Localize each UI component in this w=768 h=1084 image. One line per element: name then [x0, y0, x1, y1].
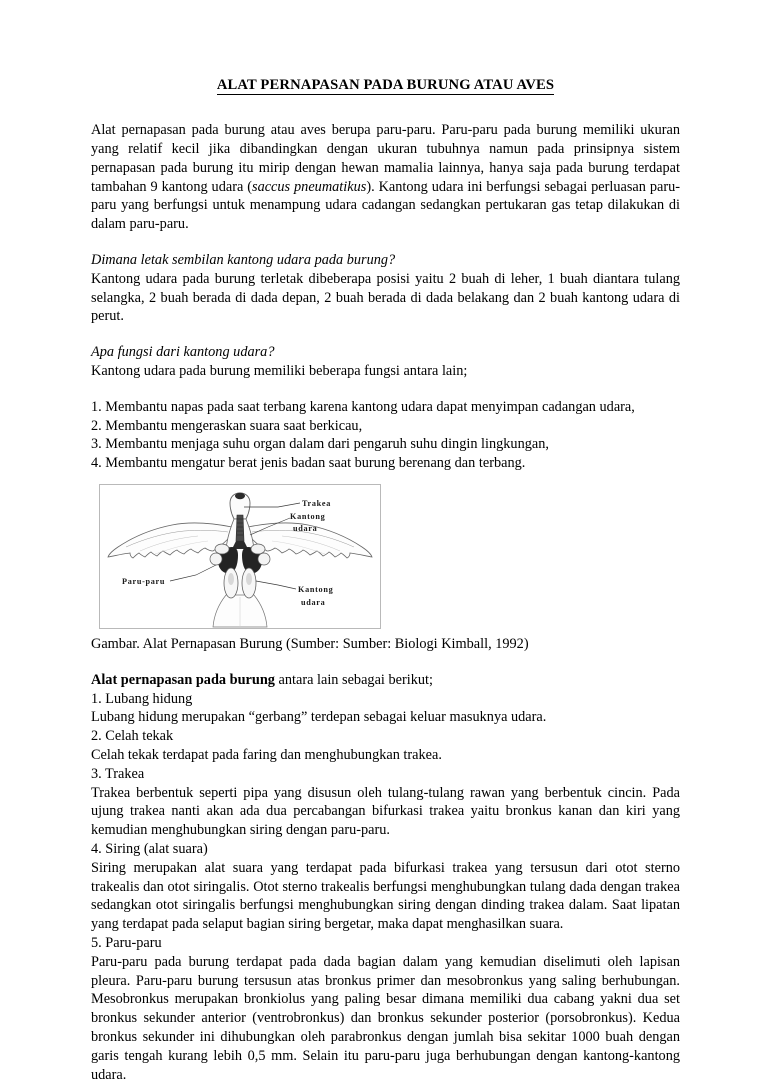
intro-paragraph-part2: ). Kantong udara ini berfungsi sebagai perluasan paru-paru yang berfungsi untuk menampung udara cadangan sedangkan pertukaran gas tetap dilakukan di dalam paru-paru.: [91, 178, 680, 233]
organ-description-5: Paru-paru pada burung terdapat pada dada bagian dalam yang kemudian diselimuti oleh lapisan pleura. Paru-paru burung tersusun atas bronkus primer dan mesobronkus yang saling berhubungan. Mesobronkus merupakan bronkiolus yang paling besar dimana memiliki dua cabang yakni dua set bronkus sekunder anterior (ventrobronkus) dan bronkus sekunder posterior (porsobronkus). Kedua bronkus sekunder ini dihubungkan oleh parabronkus dengan jumlah bisa sekitar 1000 buah dengan garis tengah kurang lebih 0,5 mm. Selain itu paru-paru juga berhubungan dengan kantong-kantong udara.: [91, 953, 680, 1083]
question-heading-location: Dimana letak sembilan kantong udara pada burung?: [91, 252, 396, 269]
air-sac-cervical-right: [258, 553, 270, 565]
answer-function-intro: Kantong udara pada burung memiliki beberapa fungsi antara lain;: [91, 363, 468, 379]
organ-title-1: 1. Lubang hidung: [91, 690, 193, 707]
list-item: 3. Membantu menjaga suhu organ dalam dari pengaruh suhu dingin lingkungan,: [91, 436, 549, 453]
figure-caption: Gambar. Alat Pernapasan Burung (Sumber: Sumber: Biologi Kimball, 1992): [91, 635, 529, 652]
list-item: 2. Membantu mengeraskan suara saat berkicau,: [91, 417, 363, 434]
intro-paragraph: [91, 121, 680, 234]
latin-term-saccus-pneumatikus: saccus pneumatikus: [252, 178, 367, 195]
air-sac-anterior-left: [215, 544, 229, 554]
page-title: [91, 76, 680, 94]
organ-title-5: 5. Paru-paru: [91, 934, 162, 951]
organ-description-2: Celah tekak terdapat pada faring dan menghubungkan trakea.: [91, 746, 442, 763]
air-sac-anterior-right: [251, 544, 265, 554]
bird-diagram-svg: [100, 485, 380, 628]
figure-label-kantong-top: Kantong: [290, 511, 326, 521]
list-item: 1. Membantu napas pada saat terbang karena kantong udara dapat menyimpan cadangan udara,: [91, 398, 635, 415]
air-sac-cervical-left: [210, 553, 222, 565]
answer-location: Kantong udara pada burung terletak dibeberapa posisi yaitu 2 buah di leher, 1 buah diantara tulang selangka, 2 buah berada di dada depan, 2 buah berada di dada belakang dan 2 buah kantong udara di perut.: [91, 270, 680, 325]
figure-container: [91, 484, 680, 629]
figure-label-kantong-bottom: Kantong: [298, 584, 334, 594]
bird-respiratory-system-diagram: [99, 484, 381, 629]
organ-description-3: Trakea berbentuk seperti pipa yang disusun oleh tulang-tulang rawan yang berbentuk cincin. Pada ujung trakea nanti akan ada dua percabangan bifurkasi trakea yaitu bronkus kanan dan kiri yang kemudian menghubungkan siring dengan paru-paru.: [91, 784, 680, 839]
organs-heading-rest: antara lain sebagai berikut;: [274, 671, 433, 688]
figure-label-paru-paru: Paru-paru: [122, 576, 166, 586]
organs-heading: [91, 671, 680, 690]
organs-heading-bold: Alat pernapasan pada burung: [91, 671, 275, 688]
figure-label-udara-top: udara: [293, 523, 318, 533]
page-title-text: ALAT PERNAPASAN PADA BURUNG ATAU AVES: [216, 77, 555, 93]
organ-title-2: 2. Celah tekak: [91, 728, 174, 745]
intro-paragraph-part1: Alat pernapasan pada burung atau aves berupa paru-paru. Paru-paru pada burung memiliki ukuran yang relatif kecil jika dibandingkan dengan ukuran tubuhnya namun pada prinsipnya sistem pernapasan pada burung itu mirip dengan hewan mamalia lainnya, hanya saja pada burung terdapat tambahan 9 kantong udara (: [91, 122, 680, 195]
organ-description-1: Lubang hidung merupakan “gerbang” terdepan sebagai keluar masuknya udara.: [91, 709, 547, 726]
figure-label-udara-bottom: udara: [301, 597, 326, 607]
figure-label-trakea: Trakea: [302, 498, 332, 508]
question-heading-function: Apa fungsi dari kantong udara?: [91, 344, 275, 361]
organ-title-3: 3. Trakea: [91, 765, 145, 782]
organ-description-4: Siring merupakan alat suara yang terdapat pada bifurkasi trakea yang tersusun dari otot sterno trakealis dan otot siringalis. Otot sterno trakealis berfungsi menghubungkan tulang dada dengan trakea sedangkan otot siringalis berfungsi menghubungkan siring dengan dinding trakea dalam. Saat lipatan yang terdapat pada selaput bagian siring bergetar, maka dapat menghasilkan suara.: [91, 859, 680, 933]
organ-title-4: 4. Siring (alat suara): [91, 840, 208, 857]
list-item: 4. Membantu mengatur berat jenis badan saat burung berenang dan terbang.: [91, 455, 526, 472]
document-content: [91, 76, 680, 1084]
beak: [235, 493, 245, 499]
